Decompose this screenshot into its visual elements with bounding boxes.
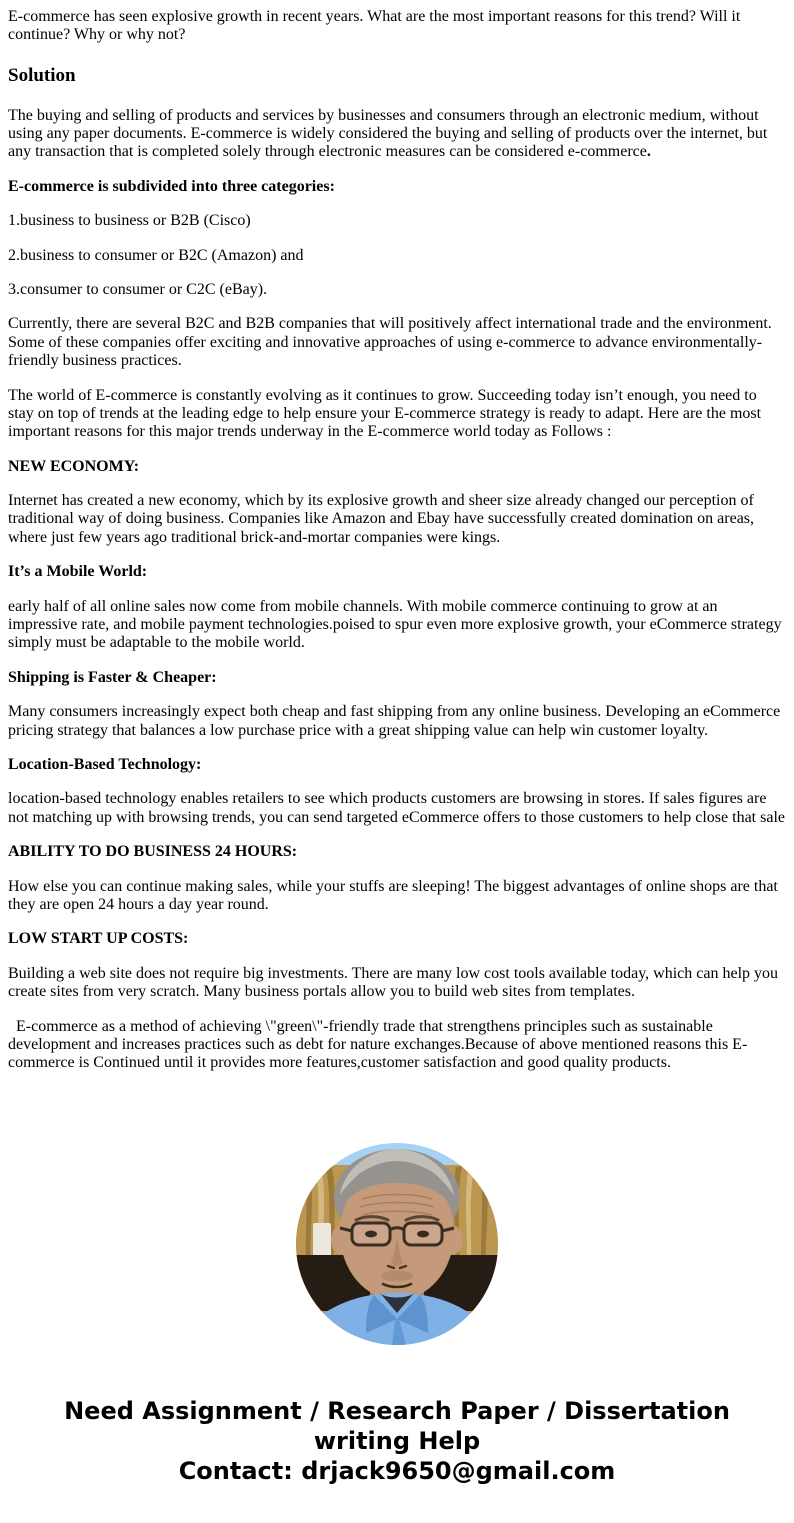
footer-advertisement <box>8 1396 786 1486</box>
footer-title-line1: Need Assignment / Research Paper / Dissertation <box>64 1397 730 1426</box>
section-body-shipping: Many consumers increasingly expect both cheap and fast shipping from any online business. Developing an eCommerce pricing strategy that balances a low purchase price with a great shipping value can help win customer loyalty. <box>8 703 781 739</box>
avatar <box>296 1143 498 1345</box>
footer-title <box>8 1396 786 1456</box>
solution-heading: Solution <box>8 64 76 86</box>
section-heading-24-hours: ABILITY TO DO BUSINESS 24 HOURS: <box>8 843 298 861</box>
avatar-mustache-shadow <box>381 1270 413 1281</box>
section-body-new-economy: Internet has created a new economy, which by its explosive growth and sheer size already changed our perception of traditional way of doing business. Companies like Amazon and Ebay have successfully created domination on areas, where just few years ago traditional brick-and-mortar companies were kings. <box>8 492 755 546</box>
categories-heading: E-commerce is subdivided into three categories: <box>8 177 335 195</box>
section-body-low-costs: Building a web site does not require big investments. There are many low cost tools available today, which can help you create sites from very scratch. Many business portals allow you to build web sites from templates. <box>8 964 779 1001</box>
section-heading-low-costs: LOW START UP COSTS: <box>8 930 189 948</box>
paragraph-currently: Currently, there are several B2C and B2B companies that will positively affect international trade and the environment. Some of these companies offer exciting and innovative approaches of using e-commerce to advance environmentally-friendly business practices. <box>8 315 772 370</box>
section-body-24-hours: How else you can continue making sales, while your stuffs are sleeping! The biggest advantages of online shops are that they are open 24 hours a day year round. <box>8 877 778 913</box>
avatar-switch-plate <box>313 1223 331 1257</box>
section-heading-location: Location-Based Technology: <box>8 756 202 773</box>
section-heading-shipping: Shipping is Faster & Cheaper: <box>8 668 217 686</box>
avatar-container <box>8 1143 786 1350</box>
intro-paragraph <box>8 107 786 162</box>
category-item-c2c: 3.consumer to consumer or C2C (eBay). <box>8 280 268 298</box>
category-item-b2b: 1.business to business or B2B (Cisco) <box>8 212 251 230</box>
category-item-b2c: 2.business to consumer or B2C (Amazon) and <box>8 246 304 264</box>
footer-contact: Contact: drjack9650@gmail.com <box>178 1457 616 1486</box>
section-body-location: location-based technology enables retailers to see which products customers are browsing in stores. If sales figures are not matching up with browsing trends, you can send targeted eCommerce offers to those customers to help close that sale <box>8 790 785 826</box>
paragraph-trends: The world of E-commerce is constantly evolving as it continues to grow. Succeeding today isn’t enough, you need to stay on top of trends at the leading edge to help ensure your E-commerce strategy is ready to adapt. Here are the most important reasons for this major trends underway in the E-commerce world today as Follows : <box>8 386 762 441</box>
section-body-mobile-world: early half of all online sales now come from mobile channels. With mobile commerce continuing to grow at an impressive rate, and mobile payment technologies.poised to spur even more explosive growth, your eCommerce strategy simply must be adaptable to the mobile world. <box>8 597 782 652</box>
section-heading-new-economy: NEW ECONOMY: <box>8 457 140 475</box>
section-heading-mobile-world: It’s a Mobile World: <box>8 563 148 581</box>
intro-bold-period: . <box>646 143 651 161</box>
avatar-eye-right <box>417 1230 429 1237</box>
footer-title-line2: writing Help <box>313 1427 481 1456</box>
avatar-eye-left <box>365 1230 377 1237</box>
question-text: E-commerce has seen explosive growth in recent years. What are the most important reasons for this trend? Will it continue? Why or why not? <box>8 8 741 44</box>
closing-paragraph: E-commerce as a method of achieving \"green\"-friendly trade that strengthens principles such as sustainable development and increases practices such as debt for nature exchanges.Because of above mentioned reasons this E-commerce is Continued until it provides more features,customer satisfaction and good quality products. <box>8 1017 748 1072</box>
intro-text: The buying and selling of products and services by businesses and consumers through an electronic medium, without using any paper documents. E-commerce is widely considered the buying and selling of products over the internet, but any transaction that is completed solely through electronic measures can be considered e-commerce <box>8 106 768 161</box>
